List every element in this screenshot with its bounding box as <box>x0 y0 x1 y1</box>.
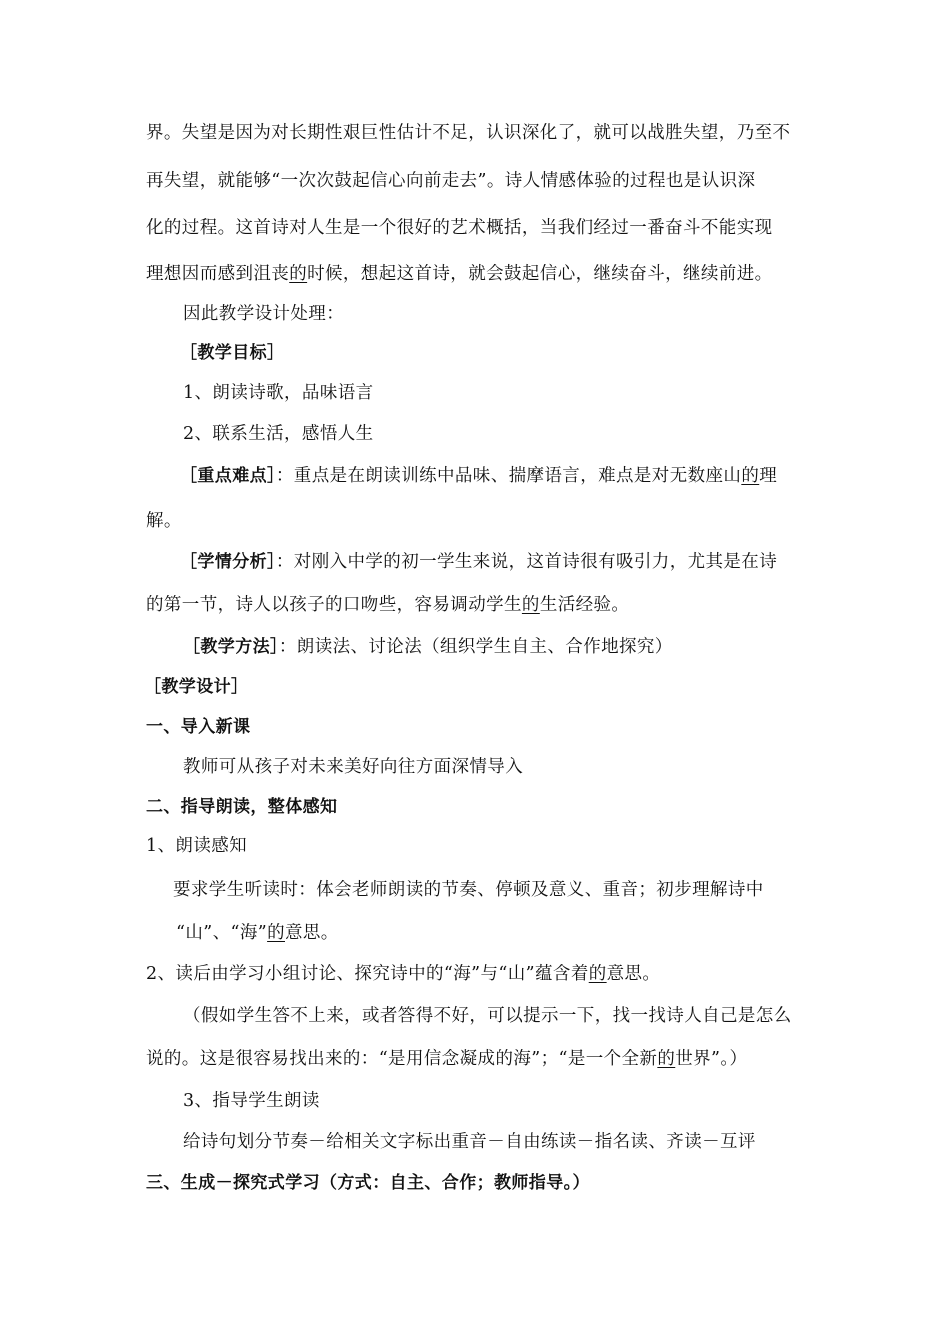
text-span: 二、指导朗读，整体感知 <box>146 797 338 817</box>
section-1-text <box>183 755 523 779</box>
text-span: “山”、“海” <box>176 923 268 943</box>
text-span: 给诗句划分节奏－给相关文字标出重音－自由练读－指名读、齐读－互评 <box>183 1132 756 1152</box>
analysis-line-1 <box>180 550 777 574</box>
key-points-line-2 <box>146 509 182 533</box>
text-span: 2、读后由学习小组讨论、探究诗中的“海”与“山”蕴含着 <box>146 964 589 984</box>
underlined-text: 的 <box>588 964 607 984</box>
text-span: ：对刚入中学的初一学生来说，这首诗很有吸引力，尤其是在诗 <box>275 552 778 572</box>
section-1-heading <box>146 715 250 739</box>
objectives-heading <box>180 341 284 365</box>
underlined-text: 的 <box>289 264 308 284</box>
methods-label: ［教学方法］ <box>183 637 279 657</box>
text-span: 三、生成－探究式学习（方式：自主、合作；教师指导。） <box>146 1173 590 1193</box>
section-2-sub-1 <box>146 834 247 858</box>
text-span: 界。失望是因为对长期性艰巨性估计不足，认识深化了，就可以战胜失望，乃至不 <box>146 123 791 143</box>
underlined-text: 的 <box>267 923 285 943</box>
text-span: 要求学生听读时：体会老师朗读的节奏、停顿及意义、重音；初步理解诗中 <box>173 880 764 900</box>
text-span: 理想因而感到沮丧 <box>146 264 290 284</box>
text-span: 的第一节，诗人以孩子的口吻些，容易调动学生 <box>146 595 522 615</box>
text-span: 时候，想起这首诗，就会鼓起信心，继续奋斗，继续前进。 <box>307 264 773 284</box>
key-points-line-1 <box>180 464 777 488</box>
text-span: 理 <box>759 466 778 486</box>
text-span: 1、朗读诗歌，品味语言 <box>183 383 374 403</box>
analysis-label: ［学情分析］ <box>180 552 276 572</box>
text-span: 化的过程。这首诗对人生是一个很好的艺术概括，当我们经过一番奋斗不能实现 <box>146 218 773 238</box>
text-span: 生活经验。 <box>539 595 630 615</box>
text-span: ［教学目标］ <box>180 343 285 363</box>
text-span: 一、导入新课 <box>146 717 251 737</box>
section-2-sub-3-text <box>183 1130 756 1154</box>
design-heading <box>144 675 248 699</box>
section-2-sub-3 <box>183 1089 320 1113</box>
paragraph-line-1 <box>146 121 790 145</box>
hint-line-1 <box>183 1004 792 1028</box>
text-span: ：朗读法、讨论法（组织学生自主、合作地探究） <box>278 637 673 657</box>
paragraph-line-3 <box>146 216 773 240</box>
section-2-sub-1-text-line-1 <box>173 878 764 902</box>
methods-line <box>183 635 673 659</box>
underlined-text: 的 <box>657 1049 676 1069</box>
objective-item-1 <box>183 381 374 405</box>
objective-item-2 <box>183 422 374 446</box>
text-span: 因此教学设计处理： <box>183 304 345 324</box>
key-points-label: ［重点难点］ <box>180 466 276 486</box>
paragraph-line-2 <box>146 169 755 193</box>
paragraph-line-4 <box>146 262 773 286</box>
section-2-sub-2 <box>146 962 660 986</box>
underlined-text: 的 <box>521 595 540 615</box>
text-span: ：重点是在朗读训练中品味、揣摩语言，难点是对无数座山 <box>275 466 742 486</box>
section-2-sub-1-text-line-2 <box>176 921 339 945</box>
hint-line-2 <box>146 1047 747 1071</box>
text-span: ［教学设计］ <box>144 677 249 697</box>
text-span: 2、联系生活，感悟人生 <box>183 424 374 444</box>
text-span: 世界”。） <box>675 1049 748 1069</box>
text-span: 1、朗读感知 <box>146 836 248 856</box>
text-span: 教师可从孩子对未来美好向往方面深情导入 <box>183 757 524 777</box>
section-3-heading <box>146 1171 590 1195</box>
section-2-heading <box>146 795 337 819</box>
text-span: 解。 <box>146 511 182 531</box>
text-span: 意思。 <box>285 923 339 943</box>
design-intro <box>183 302 344 326</box>
text-span: 再失望，就能够“一次次鼓起信心向前走去”。诗人情感体验的过程也是认识深 <box>146 171 756 191</box>
text-span: （假如学生答不上来，或者答得不好，可以提示一下，找一找诗人自己是怎么 <box>183 1006 792 1026</box>
text-span: 意思。 <box>606 964 661 984</box>
text-span: 说的。这是很容易找出来的：“是用信念凝成的海”；“是一个全新 <box>146 1049 658 1069</box>
text-span: 3、指导学生朗读 <box>183 1091 320 1111</box>
analysis-line-2 <box>146 593 629 617</box>
underlined-text: 的 <box>741 466 760 486</box>
